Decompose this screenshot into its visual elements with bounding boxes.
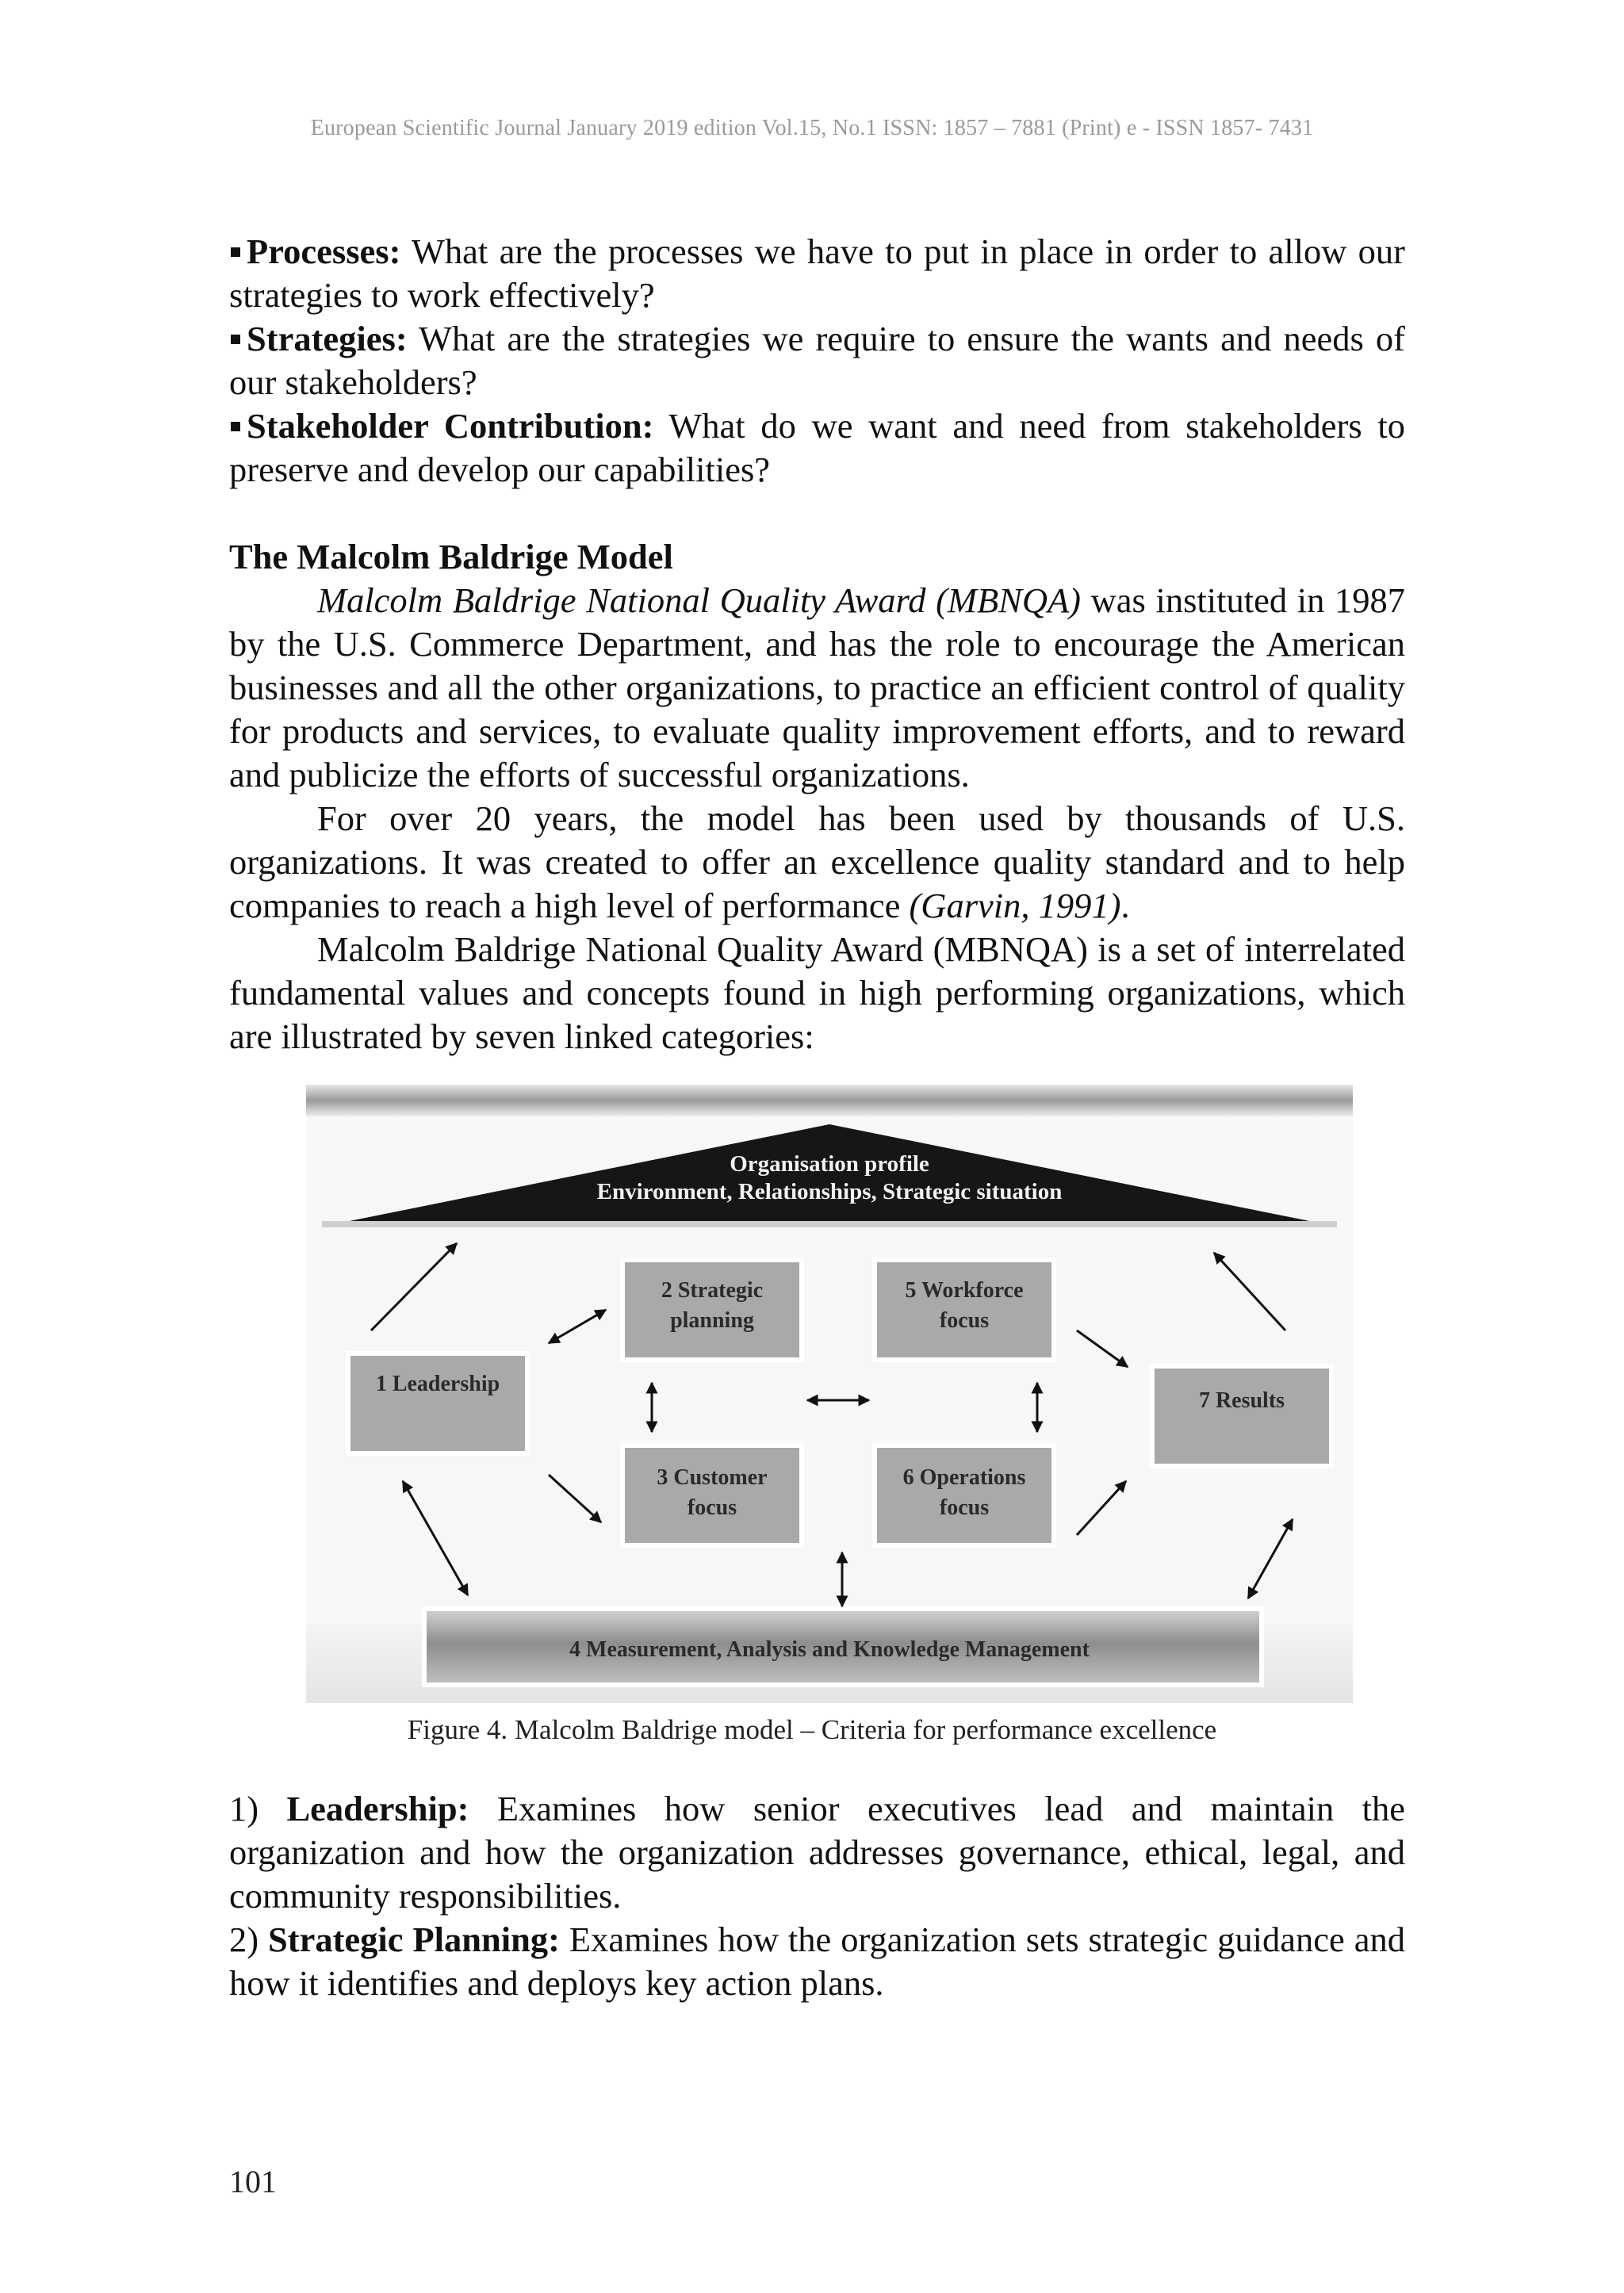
square-bullet-icon (231, 335, 240, 344)
page-number: 101 (229, 2164, 277, 2199)
svg-text:6 Operations: 6 Operations (902, 1465, 1026, 1490)
criteria-term: Strategic Planning: (268, 1920, 560, 1959)
square-bullet-icon (231, 422, 240, 431)
box-leadership (346, 1351, 530, 1456)
bullet-term: Processes: (247, 232, 401, 271)
bullet-text: What are the strategies we require to ensure the wants and needs of our stakeholders? (229, 319, 1405, 402)
bullet-list (229, 230, 1405, 1058)
criteria-term: Leadership: (286, 1789, 469, 1828)
svg-text:focus: focus (939, 1495, 990, 1520)
paragraph-1: Malcolm Baldrige National Quality Award (MBNQA) was instituted in 1987 by the U.S. Commerce Department, and has the role to encourage the American businesses and all the other organizations, to practice an efficient control of quality for products and services, to evaluate quality improvement efforts, and to reward and publicize the efforts of successful organizations. (229, 580, 1405, 794)
paragraph-3: Malcolm Baldrige National Quality Award (MBNQA) is a set of interrelated fundamental values and concepts found in high performing organizations, which are illustrated by seven linked categories: (229, 929, 1405, 1056)
svg-text:4 Measurement, Analysis and Kn: 4 Measurement, Analysis and Knowledge Management (569, 1637, 1090, 1662)
bullet-term: Stakeholder Contribution: (247, 406, 654, 446)
paragraph-2: For over 20 years, the model has been used by thousands of U.S. organizations. It was created to offer an excellence quality standard and to help companies to reach a high level of performance (Garvin, 1991). (229, 798, 1405, 925)
roof-title: Organisation profile (730, 1151, 929, 1177)
svg-text:7 Results: 7 Results (1198, 1388, 1285, 1413)
square-bullet-icon (231, 247, 240, 257)
criteria-item-strategic-planning: 2) Strategic Planning: Examines how the organization sets strategic guidance and how it identifies and deploys key action plans. (229, 1920, 1405, 2003)
svg-text:3 Customer: 3 Customer (657, 1465, 768, 1490)
bullet-processes (229, 230, 1405, 317)
box-measurement (422, 1606, 1264, 1687)
bullet-stakeholder (229, 404, 1405, 492)
bullet-text: What do we want and need from stakeholders to preserve and develop our capabilities? (229, 406, 1405, 489)
bullet-strategies (229, 317, 1405, 404)
svg-text:1 Leadership: 1 Leadership (375, 1372, 500, 1396)
box-strategic-planning (620, 1258, 804, 1362)
box-customer-focus (620, 1443, 804, 1548)
figure-caption: Figure 4. Malcolm Baldrige model – Criteria for performance excellence (407, 1714, 1217, 1745)
box-results (1150, 1364, 1334, 1468)
bullet-text: What are the processes we have to put in place in order to allow our strategies to work effectively? (229, 232, 1405, 315)
citation: (Garvin, 1991) (909, 886, 1121, 925)
criteria-item-leadership: 1) Leadership: Examines how senior executives lead and maintain the organization and how the organization addresses governance, ethical, legal, and community responsibilities. (229, 1789, 1405, 1916)
svg-text:focus: focus (687, 1495, 737, 1520)
svg-text:planning: planning (670, 1308, 754, 1333)
baldrige-figure (306, 1085, 1353, 1703)
running-header: European Scientific Journal January 2019 edition Vol.15, No.1 ISSN: 1857 – 7881 (Print) e - ISSN 1857- 7431 (310, 116, 1314, 140)
section-title: The Malcolm Baldrige Model (229, 537, 673, 576)
svg-text:5 Workforce: 5 Workforce (905, 1278, 1024, 1303)
top-band (306, 1085, 1353, 1116)
box-workforce-focus (872, 1258, 1056, 1362)
italic-lead: Malcolm Baldrige National Quality Award (MBNQA) (317, 580, 1081, 620)
box-operations-focus (872, 1443, 1056, 1548)
criteria-list (229, 1787, 1405, 2005)
bullet-term: Strategies: (247, 319, 408, 358)
svg-text:focus: focus (939, 1308, 990, 1333)
roof-subtitle: Environment, Relationships, Strategic situation (596, 1179, 1063, 1204)
svg-text:2 Strategic: 2 Strategic (661, 1278, 764, 1303)
